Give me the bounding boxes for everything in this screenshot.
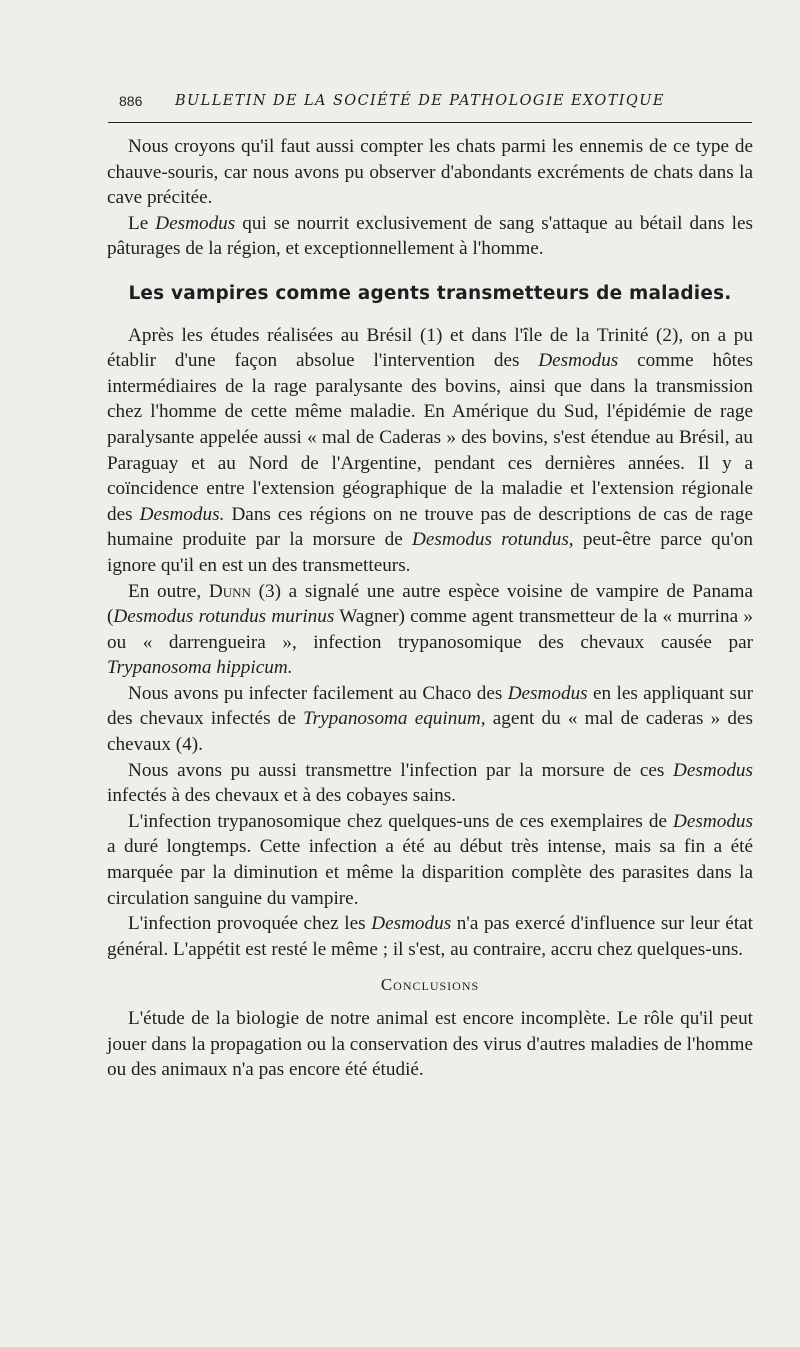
species-name: Desmodus [673,759,753,781]
page-header [107,93,753,115]
paragraph: L'infection provoquée chez les Desmodus n'a pas exercé d'influence sur leur état général. L'appétit est resté le même ; il s'est, au contraire, accru chez quelques-uns. [107,913,753,960]
paragraph: Le Desmodus qui se nourrit exclusivement de sang s'attaque au bétail dans les pâturages de la région, et exceptionnellement à l'homme. [107,212,753,260]
conclusions-heading: Conclusions [380,975,480,995]
author-name: Dunn [208,580,251,602]
paragraph: L'étude de la biologie de notre animal est encore incomplète. Le rôle qu'il peut jouer dans la propagation ou la conservation des virus d'autres maladies de l'homme ou des animaux n'a pas encore été étudié. [107,1008,753,1081]
species-name: Trypanosoma equinum, [303,708,486,730]
species-name: Desmodus [371,913,452,935]
species-name: Desmodus. [139,503,225,525]
species-name: Desmodus [538,350,619,372]
paragraph: Nous avons pu aussi transmettre l'infection par la morsure de ces Desmodus infectés à des chevaux et à des cobayes sains. [107,759,753,807]
species-name: Desmodus [507,682,588,704]
article-body [107,134,753,1083]
species-name: Trypanosoma hippicum. [107,657,293,679]
header-rule [108,122,752,123]
paragraph: Nous croyons qu'il faut aussi compter les chats parmi les ennemis de ce type de chauve-souris, car nous avons pu observer d'abondants excréments de chats dans la cave précitée. [107,136,753,209]
species-name: Desmodus rotundus, [412,529,574,551]
paragraph: Après les études réalisées au Brésil (1) et dans l'île de la Trinité (2), on a pu établir d'une façon absolue l'intervention des Desmodus comme hôtes intermédiaires de la rage paralysante des bovins, ainsi que dans la transmission chez l'homme de cette même maladie. En Amérique du Sud, l'épidémie de rage paralysante appelée aussi « mal de Caderas » des bovins, s'est étendue au Brésil, au Paraguay et au Nord de l'Argentine, pendant ces dernières années. Il y a coïncidence entre l'extension géographique de la maladie et l'extension régionale des Desmodus. Dans ces régions on ne trouve pas de descriptions de cas de rage humaine produite par la morsure de Desmodus rotundus, peut-être parce qu'on ignore qu'il en est un des transmetteurs. [107,324,753,576]
species-name: Desmodus [155,212,236,234]
paragraph: En outre, Dunn (3) a signalé une autre espèce voisine de vampire de Panama (Desmodus rotundus murinus Wagner) comme agent transmetteur de la « murrina » ou « darrengueira », infection trypanosomique des chevaux causée par Trypanosoma hippicum. [107,580,753,679]
section-heading: Les vampires comme agents transmetteurs de maladies. [128,282,732,304]
species-name: Desmodus rotundus murinus [113,606,335,628]
paragraph: Nous avons pu infecter facilement au Chaco des Desmodus en les appliquant sur des chevaux infectés de Trypanosoma equinum, agent du « mal de caderas » des chevaux (4). [107,682,753,756]
page-number: 886 [119,93,143,109]
running-title: BULLETIN DE LA SOCIÉTÉ DE PATHOLOGIE EXOTIQUE [175,93,665,109]
paragraph: L'infection trypanosomique chez quelques-uns de ces exemplaires de Desmodus a duré longtemps. Cette infection a été au début très intense, mais sa fin a été marquée par la diminution et même la disparition complète des parasites dans la circulation sanguine du vampire. [107,810,753,909]
species-name: Desmodus [673,810,753,832]
